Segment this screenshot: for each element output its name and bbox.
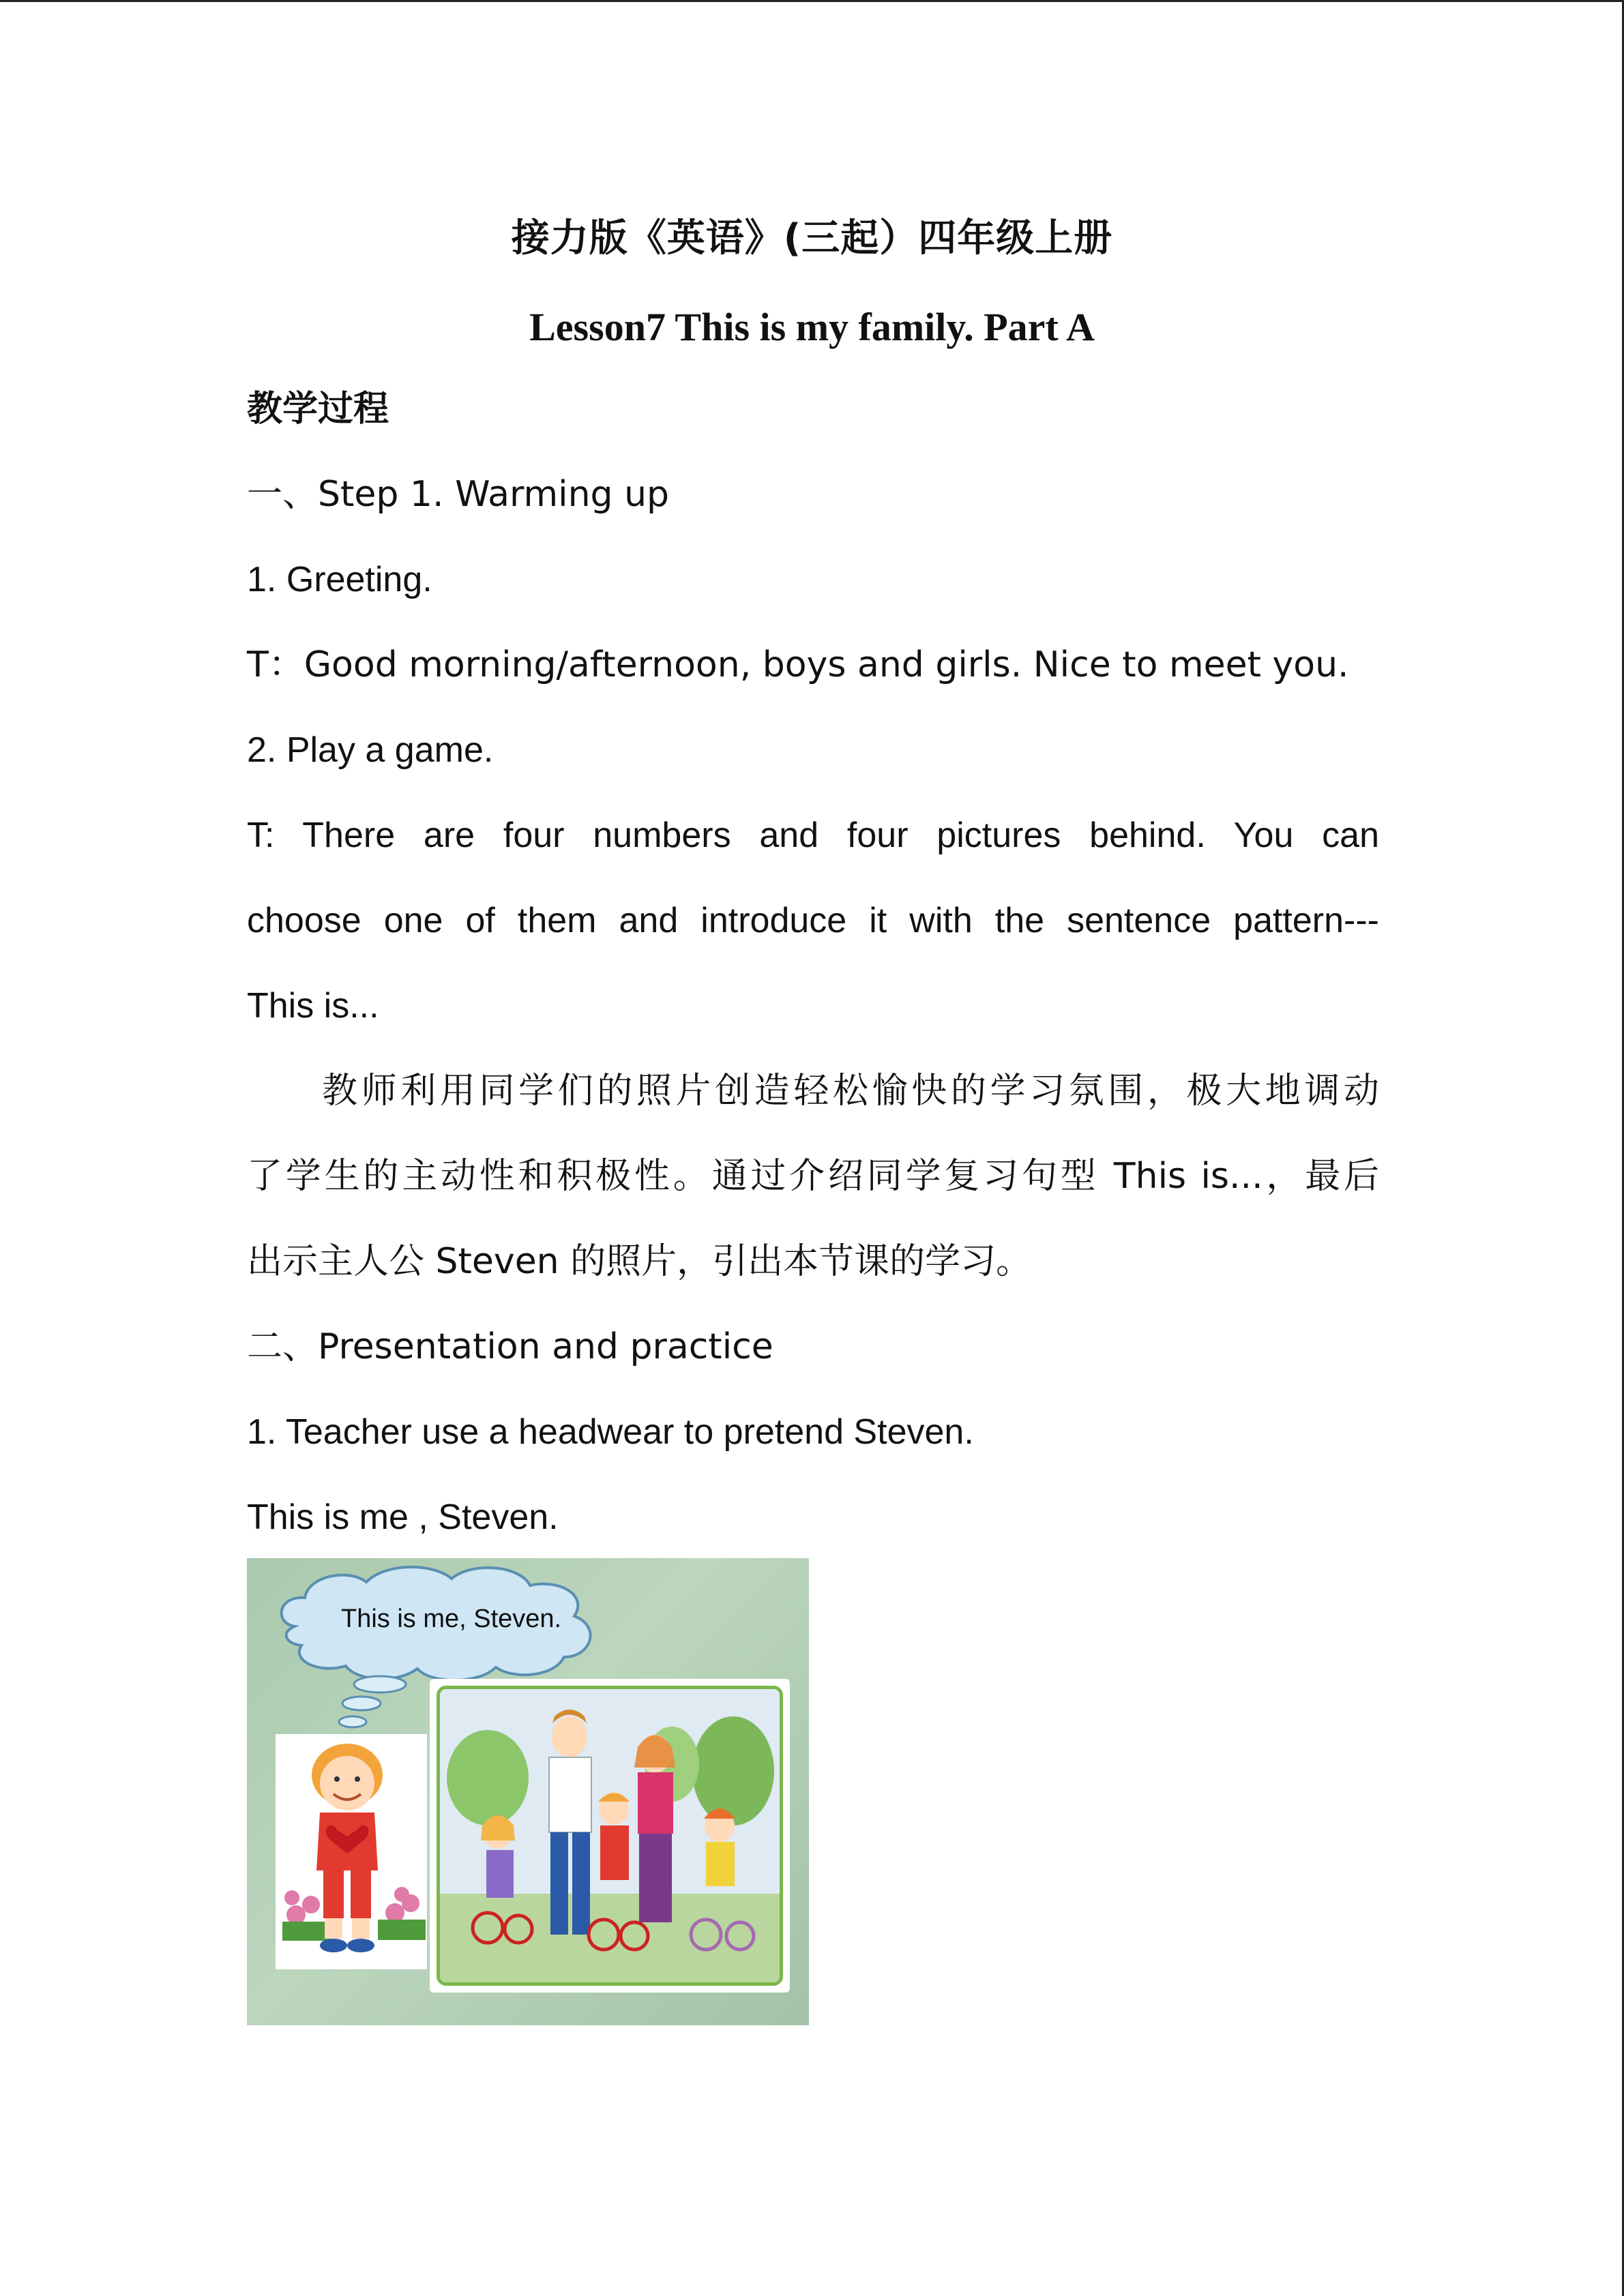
- cn-paragraph-line-2: 了学生的主动性和积极性。通过介绍同学复习句型 This is...，最后: [247, 1156, 1379, 1197]
- greeting-line: T：Good morning/afternoon, boys and girls. Nice to meet you.: [247, 644, 1349, 685]
- section-heading: 教学过程: [247, 389, 389, 430]
- lesson-illustration: [247, 1558, 809, 2025]
- step2-heading: 二、Presentation and practice: [247, 1326, 773, 1367]
- steven-portrait: [276, 1734, 427, 1969]
- item-play-game: 2. Play a game.: [247, 730, 494, 770]
- document-title-cn: 接力版《英语》(三起）四年级上册: [511, 216, 1113, 260]
- family-icon: [440, 1689, 780, 1982]
- cn-paragraph-line-1: 教师利用同学们的照片创造轻松愉快的学习氛围，极大地调动: [322, 1071, 1379, 1112]
- family-picture-frame: [430, 1679, 790, 1993]
- game-line-3: This is...: [247, 986, 379, 1026]
- family-picture: [437, 1686, 783, 1986]
- game-line-2: choose one of them and introduce it with the sentence pattern---: [247, 901, 1379, 940]
- cn-paragraph-line-3: 出示主人公 Steven 的照片，引出本节课的学习。: [247, 1241, 1032, 1282]
- thought-bubble-text: This is me, Steven.: [341, 1605, 562, 1633]
- page-border-top: [0, 0, 1624, 2]
- boy-icon: [276, 1734, 427, 1969]
- presentation-item-1: 1. Teacher use a headwear to pretend Steven.: [247, 1412, 974, 1452]
- step1-heading: 一、Step 1. Warming up: [247, 474, 670, 515]
- item-greeting: 1. Greeting.: [247, 560, 432, 599]
- game-line-1: T: There are four numbers and four pictures behind. You can: [247, 816, 1379, 855]
- presentation-line: This is me , Steven.: [247, 1497, 559, 1537]
- document-title-en: Lesson7 This is my family. Part A: [529, 305, 1095, 349]
